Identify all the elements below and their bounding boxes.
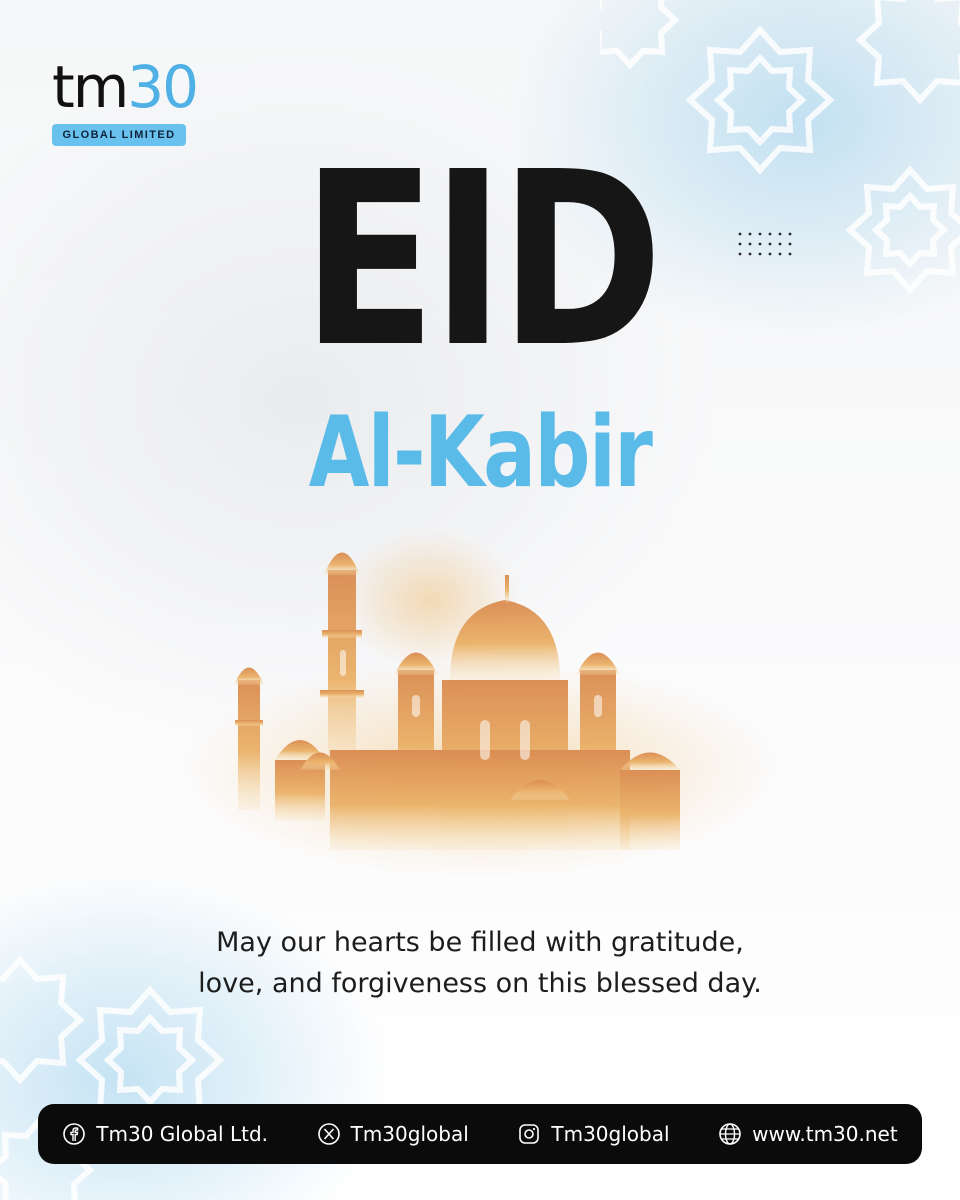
website-label: www.tm30.net bbox=[752, 1122, 898, 1146]
title-eid: EID bbox=[301, 120, 659, 400]
globe-icon bbox=[718, 1122, 742, 1146]
logo-word: tm bbox=[52, 53, 128, 121]
greeting-message: May our hearts be filled with gratitude, love, and forgiveness on this blessed day. bbox=[198, 927, 762, 999]
x-icon bbox=[317, 1122, 341, 1146]
logo-wordmark bbox=[52, 53, 198, 121]
instagram-label: Tm30global bbox=[551, 1122, 670, 1146]
instagram-icon bbox=[517, 1122, 541, 1146]
facebook-label: Tm30 Global Ltd. bbox=[96, 1122, 268, 1146]
tm30-logo bbox=[52, 53, 198, 146]
social-links-bar bbox=[38, 1104, 922, 1164]
social-facebook[interactable] bbox=[62, 1122, 268, 1146]
social-instagram[interactable] bbox=[517, 1122, 669, 1146]
title-al-kabir: Al-Kabir bbox=[308, 396, 652, 510]
mosque-watercolor-illustration bbox=[180, 520, 800, 880]
social-x[interactable] bbox=[317, 1122, 469, 1146]
social-website[interactable] bbox=[718, 1122, 898, 1146]
logo-number: 30 bbox=[127, 53, 198, 121]
x-label: Tm30global bbox=[350, 1122, 469, 1146]
logo-tagline: GLOBAL LIMITED bbox=[52, 124, 186, 146]
facebook-icon bbox=[62, 1122, 86, 1146]
